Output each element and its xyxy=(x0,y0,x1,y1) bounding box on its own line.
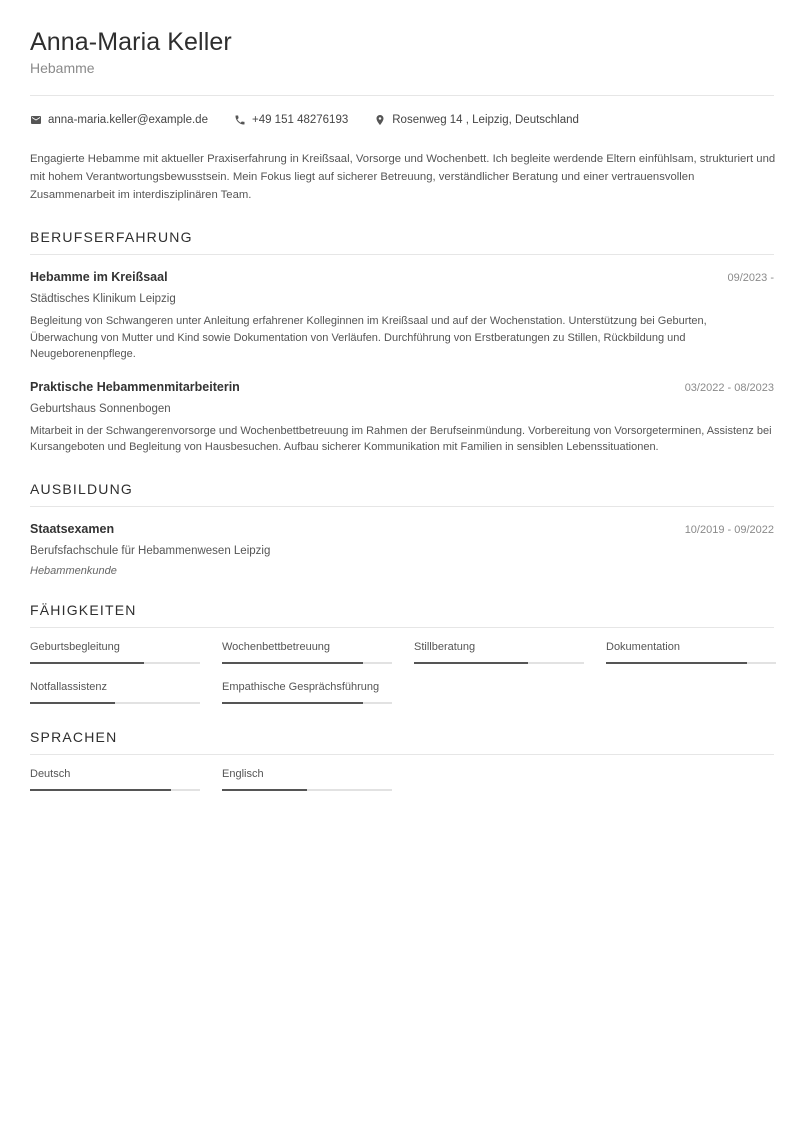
skill-item-level-fill xyxy=(222,662,363,664)
languages-divider xyxy=(30,754,774,755)
experience-divider xyxy=(30,254,774,255)
education-divider xyxy=(30,506,774,507)
experience-entry xyxy=(30,269,774,363)
skill-item-level-bar xyxy=(414,662,584,664)
contact-row xyxy=(30,112,774,128)
entry-organization: Städtisches Klinikum Leipzig xyxy=(30,293,176,305)
job-title: Hebamme xyxy=(30,60,95,76)
entry-title: Hebamme im Kreißsaal xyxy=(30,270,168,284)
skill-item-level-bar xyxy=(30,702,200,704)
skill-item-level-bar xyxy=(30,662,200,664)
skill-item-level-fill xyxy=(222,702,363,704)
skill-item xyxy=(30,680,200,704)
languages-heading: SPRACHEN xyxy=(30,728,118,745)
skill-item xyxy=(222,640,392,664)
skill-item-level-fill xyxy=(30,702,115,704)
entry-organization: Geburtshaus Sonnenbogen xyxy=(30,402,171,415)
skill-item-label: Geburtsbegleitung xyxy=(30,640,120,653)
skills-divider xyxy=(30,627,774,628)
language-item-level-bar xyxy=(222,789,392,791)
experience-heading: BERUFSERFAHRUNG xyxy=(30,229,193,245)
candidate-name: Anna-Maria Keller xyxy=(30,28,232,56)
mail-icon xyxy=(30,114,42,126)
language-item xyxy=(222,767,392,791)
skill-item-label: Notfallassistenz xyxy=(30,680,108,693)
skill-item-level-fill xyxy=(606,662,747,664)
skill-item-level-bar xyxy=(222,662,392,664)
skill-item-label: Wochenbettbetreuung xyxy=(222,640,331,653)
contact-address xyxy=(374,114,579,126)
skill-item-level-fill xyxy=(414,662,528,664)
languages-grid xyxy=(30,767,774,791)
language-item-level-fill xyxy=(30,789,171,791)
entry-organization: Berufsfachschule für Hebammenwesen Leipzig xyxy=(30,544,271,557)
location-pin-icon xyxy=(374,114,386,126)
language-item xyxy=(30,767,200,791)
profile-summary: Engagierte Hebamme mit aktueller Praxiserfahrung in Kreißsaal, Vorsorge und Wochenbett. Ich begleite werdende Eltern einfühlsam, strukturiert und mit hohem Verantwortungsbewusstsein. Mein Fokus liegt auf sicherer Betreuung, verständlicher Beratung und einer vertrauensvollen Zusammenarbeit im interdisziplinären Team. xyxy=(30,153,776,201)
skill-item xyxy=(606,640,776,664)
education-heading: AUSBILDUNG xyxy=(30,480,134,497)
entry-date: 09/2023 - xyxy=(727,272,774,284)
entry-date: 10/2019 - 09/2022 xyxy=(684,523,774,536)
skills-grid xyxy=(30,640,774,704)
language-item-level-bar xyxy=(30,789,200,791)
skill-item xyxy=(30,640,200,664)
skill-item xyxy=(222,680,392,704)
header-divider xyxy=(30,95,774,96)
skill-item-label: Stillberatung xyxy=(414,640,476,653)
entry-description: Mitarbeit in der Schwangerenvorsorge und Wochenbettbetreuung im Rahmen der Berufseinmündung. Vorbereitung von Vorsorgeterminen, Assistenz bei Kursangeboten und Begleitung von Hausbesuchen. Aufbau sicherer Kommunikation mit Familien in sensiblen Lebenssituationen. xyxy=(30,424,772,453)
language-item-label: Englisch xyxy=(222,767,264,780)
skill-item-label: Dokumentation xyxy=(606,640,680,653)
skill-item xyxy=(414,640,584,664)
language-item-level-fill xyxy=(222,789,307,791)
skill-item-level-bar xyxy=(222,702,392,704)
education-entry xyxy=(30,521,774,577)
address-text: Rosenweg 14 , Leipzig, Deutschland xyxy=(392,114,579,126)
email-text: anna-maria.keller@example.de xyxy=(48,114,208,126)
experience-entry xyxy=(30,379,774,456)
skill-item-level-fill xyxy=(30,662,144,664)
entry-date: 03/2022 - 08/2023 xyxy=(684,381,774,394)
language-item-label: Deutsch xyxy=(30,767,71,780)
skills-heading: FÄHIGKEITEN xyxy=(30,601,137,618)
phone-icon xyxy=(234,114,246,126)
entry-description: Begleitung von Schwangeren unter Anleitung erfahrener Kolleginnen im Kreißsaal und auf der Wochenstation. Unterstützung bei Geburten, Überwachung von Mutter und Kind sowie Dokumentation von Verläufen. Durchführung von Erstberatungen zu Stillen, Rückbildung und Neugeborenenpflege. xyxy=(30,315,707,360)
skill-item-label: Empathische Gesprächsführung xyxy=(222,680,380,693)
phone-text: +49 151 48276193 xyxy=(251,114,349,126)
contact-email[interactable] xyxy=(30,114,208,126)
entry-field-of-study: Hebammenkunde xyxy=(30,564,117,577)
contact-phone[interactable] xyxy=(234,114,348,126)
entry-title: Praktische Hebammenmitarbeiterin xyxy=(30,379,240,394)
skill-item-level-bar xyxy=(606,662,776,664)
entry-title: Staatsexamen xyxy=(30,521,115,536)
